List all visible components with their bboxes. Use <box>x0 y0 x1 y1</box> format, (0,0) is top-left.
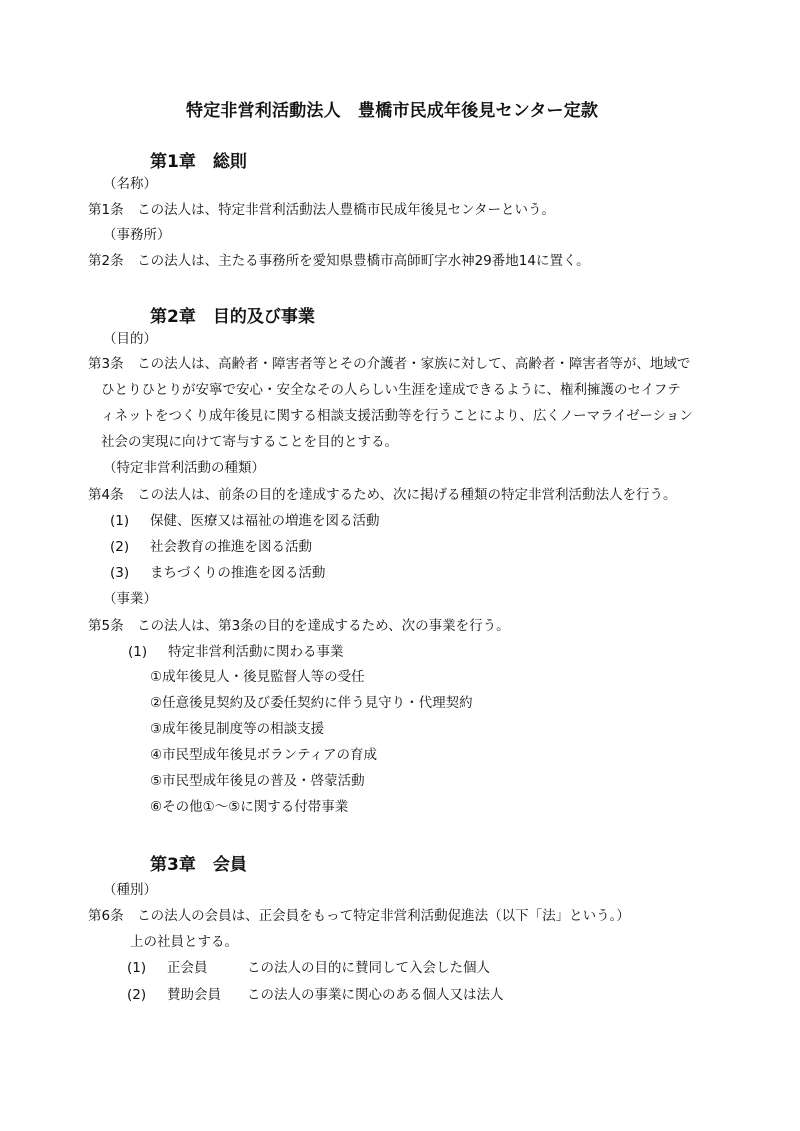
heading-name: （名称） <box>103 176 157 192</box>
item-text: この法人の目的に賛同して入会した個人 <box>247 960 490 976</box>
article-3-line-3: ィネットをつくり成年後見に関する相談支援活動等を行うことにより、広くノーマライゼーション <box>101 408 693 424</box>
item-text: 保健、医療又は福祉の増進を図る活動 <box>150 513 380 529</box>
item-text: まちづくりの推進を図る活動 <box>150 565 326 581</box>
item-number: (1) <box>127 960 147 976</box>
article-3-line-1: 第3条 この法人は、高齢者・障害者等とその介護者・家族に対して、高齢者・障害者等が、地域で <box>88 356 691 372</box>
chapter-1-title: 第1章 総則 <box>150 152 247 172</box>
item-number: (1) <box>128 644 148 660</box>
member-type-label: 賛助会員 <box>167 987 221 1003</box>
article-5-subitem-4: ④市民型成年後見ボランティアの育成 <box>150 747 378 763</box>
article-6-item-2 <box>127 986 504 1004</box>
heading-office: （事務所） <box>103 227 171 243</box>
article-4-item-2 <box>110 538 312 556</box>
article-6-item-1 <box>127 959 490 977</box>
article-3-line-2: ひとりひとりが安寧で安心・安全なその人らしい生涯を達成できるように、権利擁護のセイフテ <box>101 382 681 398</box>
heading-membership-type: （種別） <box>103 882 157 898</box>
item-number: (3) <box>110 565 130 581</box>
article-5: 第5条 この法人は、第3条の目的を達成するため、次の事業を行う。 <box>88 618 510 634</box>
item-number: (2) <box>127 987 147 1003</box>
member-type-label: 正会員 <box>167 960 208 976</box>
article-4-item-3 <box>110 564 325 582</box>
article-4-item-1 <box>110 512 380 530</box>
article-5-subitem-3: ③成年後見制度等の相談支援 <box>150 721 325 737</box>
article-5-item-1 <box>128 643 344 661</box>
article-5-subitem-2: ②任意後見契約及び委任契約に伴う見守り・代理契約 <box>150 695 473 711</box>
article-2: 第2条 この法人は、主たる事務所を愛知県豊橋市高師町字水神29番地14に置く。 <box>88 253 590 269</box>
document-title: 特定非営利活動法人 豊橋市民成年後見センター定款 <box>186 101 599 121</box>
heading-activity-types: （特定非営利活動の種類） <box>103 460 265 476</box>
chapter-3-title: 第3章 会員 <box>150 855 247 875</box>
article-5-subitem-1: ①成年後見人・後見監督人等の受任 <box>150 669 365 685</box>
item-number: (1) <box>110 513 130 529</box>
article-4: 第4条 この法人は、前条の目的を達成するため、次に掲げる種類の特定非営利活動法人を行う。 <box>88 487 677 503</box>
article-6-line-2: 上の社員とする。 <box>130 934 238 950</box>
item-text: 特定非営利活動に関わる事業 <box>168 644 344 660</box>
heading-business: （事業） <box>103 591 157 607</box>
article-3-line-4: 社会の実現に向けて寄与することを目的とする。 <box>101 434 398 450</box>
article-6-line-1: 第6条 この法人の会員は、正会員をもって特定非営利活動促進法（以下「法」という。） <box>88 908 630 924</box>
chapter-2-title: 第2章 目的及び事業 <box>150 307 315 327</box>
article-5-subitem-6: ⑥その他①～⑤に関する付帯事業 <box>150 799 349 815</box>
item-text: この法人の事業に関心のある個人又は法人 <box>247 987 504 1003</box>
article-5-subitem-5: ⑤市民型成年後見の普及・啓蒙活動 <box>150 773 365 789</box>
article-1: 第1条 この法人は、特定非営利活動法人豊橋市民成年後見センターという。 <box>88 202 556 218</box>
heading-purpose: （目的） <box>103 331 157 347</box>
item-text: 社会教育の推進を図る活動 <box>150 539 312 555</box>
item-number: (2) <box>110 539 130 555</box>
